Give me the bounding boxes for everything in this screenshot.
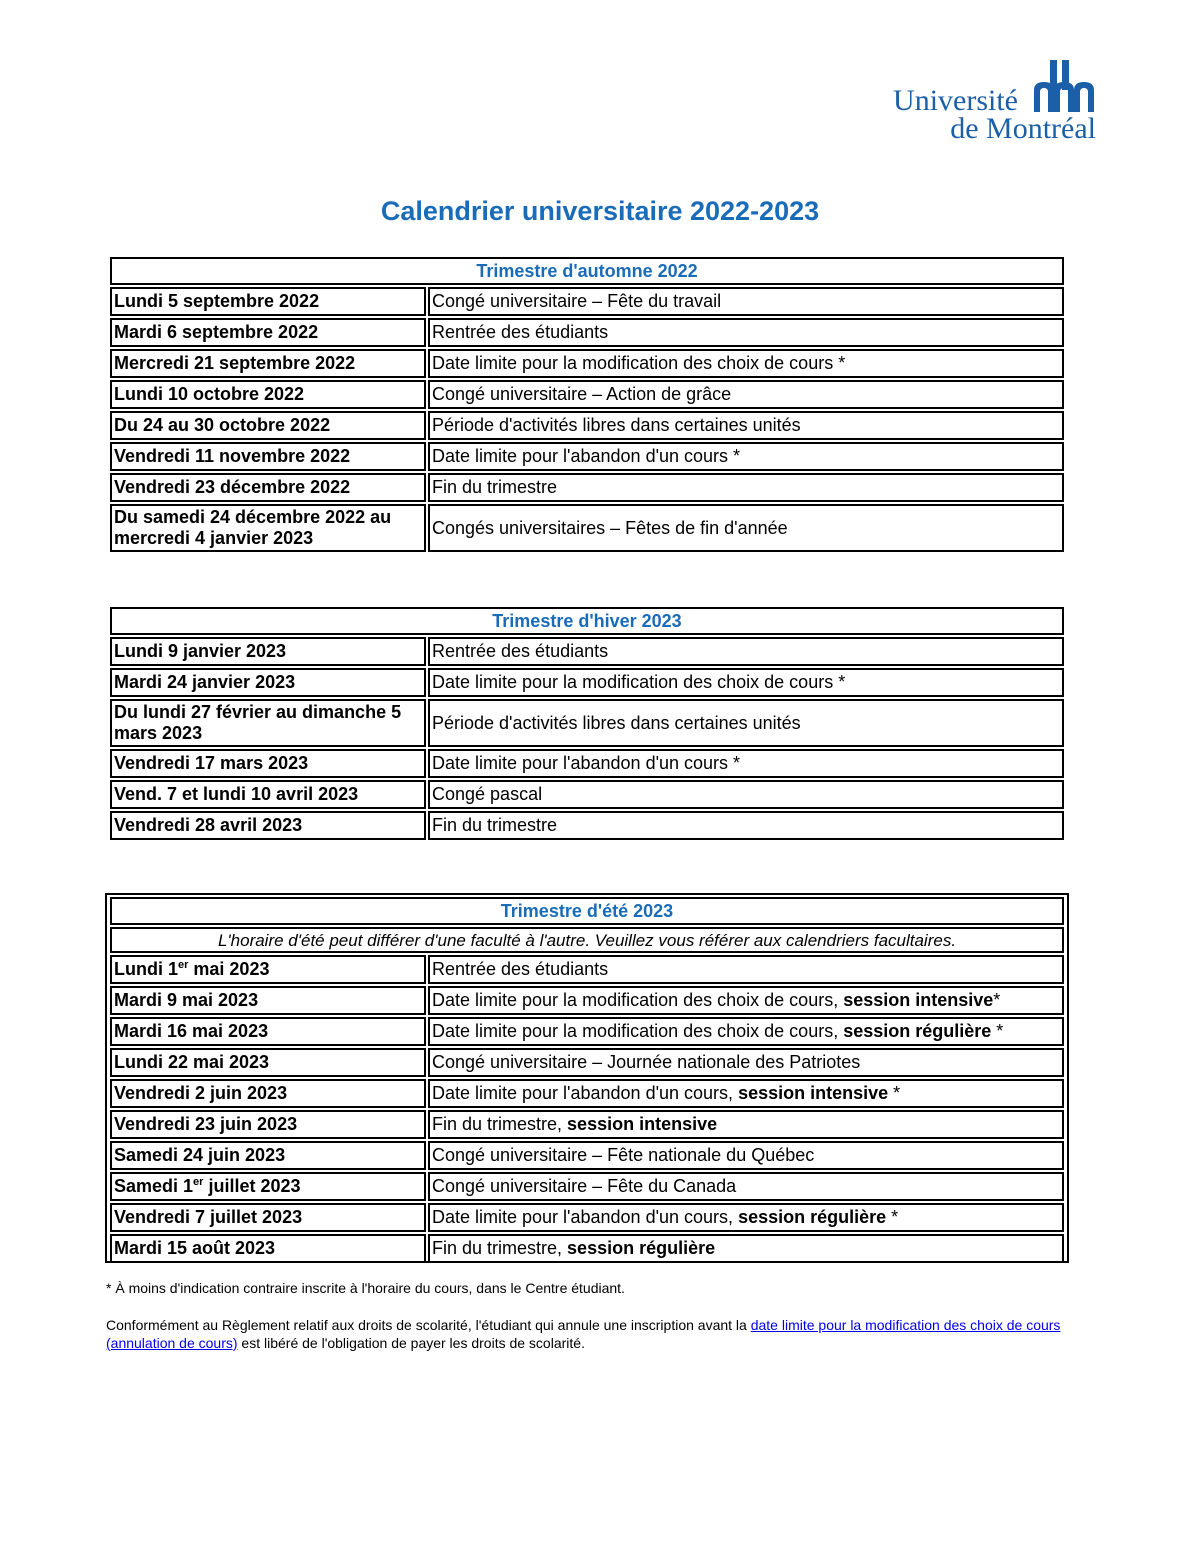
event-cell bbox=[428, 1234, 1064, 1263]
event-cell bbox=[428, 1203, 1064, 1232]
footnote: * À moins d'indication contraire inscrite à l'horaire du cours, dans le Centre étudiant. bbox=[106, 1280, 625, 1296]
date-cell: Lundi 10 octobre 2022 bbox=[110, 380, 426, 409]
date-cell bbox=[110, 1079, 426, 1108]
autumn-header: Trimestre d'automne 2022 bbox=[110, 257, 1064, 285]
table-row bbox=[110, 411, 1064, 440]
table-row bbox=[110, 287, 1064, 316]
date-cell: Vendredi 11 novembre 2022 bbox=[110, 442, 426, 471]
session-label: session intensive bbox=[738, 1083, 889, 1103]
table-row bbox=[110, 1141, 1064, 1170]
event-cell: Congé universitaire – Action de grâce bbox=[428, 380, 1064, 409]
date-text: Mardi 15 août 2023 bbox=[114, 1238, 276, 1258]
date-cell: Du lundi 27 février au dimanche 5 mars 2023 bbox=[110, 699, 426, 747]
event-cell bbox=[428, 1048, 1064, 1077]
date-cell bbox=[110, 1203, 426, 1232]
winter-header: Trimestre d'hiver 2023 bbox=[110, 607, 1064, 635]
table-row bbox=[110, 637, 1064, 666]
date-text: Mardi 16 mai 2023 bbox=[114, 1021, 269, 1041]
event-text: Date limite pour l'abandon d'un cours, bbox=[432, 1207, 739, 1227]
event-cell: Date limite pour la modification des choix de cours * bbox=[428, 349, 1064, 378]
date-cell: Du samedi 24 décembre 2022 au mercredi 4 janvier 2023 bbox=[110, 504, 426, 552]
date-ordinal: er bbox=[193, 1176, 204, 1188]
date-text: Vendredi 7 juillet 2023 bbox=[114, 1207, 303, 1227]
session-label: session régulière bbox=[738, 1207, 887, 1227]
table-row bbox=[110, 749, 1064, 778]
table-row bbox=[110, 504, 1064, 552]
date-text: Lundi 22 mai 2023 bbox=[114, 1052, 270, 1072]
universite-de-montreal-logo bbox=[876, 58, 1096, 145]
summer-table bbox=[108, 895, 1066, 1265]
event-cell bbox=[428, 1079, 1064, 1108]
event-text: Rentrée des étudiants bbox=[432, 959, 609, 979]
date-text: Mardi 9 mai 2023 bbox=[114, 990, 259, 1010]
date-cell: Lundi 9 janvier 2023 bbox=[110, 637, 426, 666]
table-row bbox=[110, 442, 1064, 471]
table-row bbox=[110, 473, 1064, 502]
event-cell: Congé pascal bbox=[428, 780, 1064, 809]
date-text-end: juillet 2023 bbox=[203, 1176, 301, 1196]
page-title: Calendrier universitaire 2022-2023 bbox=[380, 196, 820, 226]
event-cell: Date limite pour l'abandon d'un cours * bbox=[428, 442, 1064, 471]
event-text: Congé universitaire – Journée nationale des Patriotes bbox=[432, 1052, 861, 1072]
date-cell: Vendredi 23 décembre 2022 bbox=[110, 473, 426, 502]
table-row bbox=[110, 1234, 1064, 1263]
date-cell bbox=[110, 955, 426, 984]
event-cell: Congé universitaire – Fête du travail bbox=[428, 287, 1064, 316]
event-cell bbox=[428, 986, 1064, 1015]
table-row bbox=[110, 955, 1064, 984]
date-text: Lundi 1 bbox=[114, 959, 178, 979]
policy-link[interactable]: date limite pour la modification des choix de cours (annulation de cours) bbox=[106, 1317, 1061, 1351]
policy-text-after: est libéré de l'obligation de payer les droits de scolarité. bbox=[237, 1335, 585, 1351]
date-cell: Du 24 au 30 octobre 2022 bbox=[110, 411, 426, 440]
date-cell bbox=[110, 1110, 426, 1139]
event-text: Congé universitaire – Fête du Canada bbox=[432, 1176, 737, 1196]
date-cell bbox=[110, 1141, 426, 1170]
table-row bbox=[110, 318, 1064, 347]
event-text: Date limite pour la modification des choix de cours, bbox=[432, 990, 844, 1010]
event-text: Congé universitaire – Fête nationale du Québec bbox=[432, 1145, 815, 1165]
event-cell: Congés universitaires – Fêtes de fin d'année bbox=[428, 504, 1064, 552]
event-cell: Fin du trimestre bbox=[428, 473, 1064, 502]
date-text: Vendredi 2 juin 2023 bbox=[114, 1083, 288, 1103]
event-cell: Date limite pour la modification des choix de cours * bbox=[428, 668, 1064, 697]
date-cell: Vendredi 28 avril 2023 bbox=[110, 811, 426, 840]
event-asterisk: * bbox=[886, 1207, 899, 1227]
date-ordinal: er bbox=[178, 959, 189, 971]
table-row bbox=[110, 1048, 1064, 1077]
autumn-table bbox=[108, 255, 1066, 554]
table-row bbox=[110, 1203, 1064, 1232]
table-row bbox=[110, 1017, 1064, 1046]
table-row bbox=[110, 349, 1064, 378]
date-cell bbox=[110, 1017, 426, 1046]
event-cell bbox=[428, 1141, 1064, 1170]
event-asterisk: * bbox=[993, 990, 1001, 1010]
date-cell bbox=[110, 1234, 426, 1263]
event-cell bbox=[428, 1172, 1064, 1201]
date-cell: Mercredi 21 septembre 2022 bbox=[110, 349, 426, 378]
table-row bbox=[110, 699, 1064, 747]
date-cell bbox=[110, 986, 426, 1015]
summer-header: Trimestre d'été 2023 bbox=[110, 897, 1064, 925]
policy-paragraph bbox=[106, 1316, 1086, 1352]
event-text: Fin du trimestre, bbox=[432, 1114, 568, 1134]
date-cell: Mardi 6 septembre 2022 bbox=[110, 318, 426, 347]
logo-mark-icon bbox=[1032, 60, 1096, 112]
table-row bbox=[110, 780, 1064, 809]
event-text: Date limite pour l'abandon d'un cours, bbox=[432, 1083, 739, 1103]
logo-line-1: Université bbox=[893, 84, 1018, 117]
event-cell: Date limite pour l'abandon d'un cours * bbox=[428, 749, 1064, 778]
winter-table bbox=[108, 605, 1066, 842]
date-cell bbox=[110, 1172, 426, 1201]
event-cell: Rentrée des étudiants bbox=[428, 637, 1064, 666]
event-cell bbox=[428, 1110, 1064, 1139]
date-text: Samedi 24 juin 2023 bbox=[114, 1145, 286, 1165]
table-row bbox=[110, 1079, 1064, 1108]
event-asterisk: * bbox=[888, 1083, 901, 1103]
event-cell: Rentrée des étudiants bbox=[428, 318, 1064, 347]
event-text: Fin du trimestre, bbox=[432, 1238, 568, 1258]
session-label: session intensive bbox=[843, 990, 994, 1010]
session-label: session régulière bbox=[843, 1021, 992, 1041]
table-row bbox=[110, 1172, 1064, 1201]
session-label: session intensive bbox=[567, 1114, 718, 1134]
table-row bbox=[110, 668, 1064, 697]
event-text: Date limite pour la modification des choix de cours, bbox=[432, 1021, 844, 1041]
date-cell: Lundi 5 septembre 2022 bbox=[110, 287, 426, 316]
logo-line-2: de Montréal bbox=[950, 112, 1096, 145]
date-text-end: mai 2023 bbox=[188, 959, 270, 979]
policy-text-before: Conformément au Règlement relatif aux droits de scolarité, l'étudiant qui annule une inscription avant la bbox=[106, 1317, 751, 1333]
event-cell: Période d'activités libres dans certaines unités bbox=[428, 699, 1064, 747]
date-cell: Vend. 7 et lundi 10 avril 2023 bbox=[110, 780, 426, 809]
table-row bbox=[110, 986, 1064, 1015]
date-text: Samedi 1 bbox=[114, 1176, 194, 1196]
session-label: session régulière bbox=[567, 1238, 716, 1258]
date-cell: Mardi 24 janvier 2023 bbox=[110, 668, 426, 697]
event-cell bbox=[428, 955, 1064, 984]
date-cell bbox=[110, 1048, 426, 1077]
table-row bbox=[110, 380, 1064, 409]
event-cell: Période d'activités libres dans certaines unités bbox=[428, 411, 1064, 440]
date-text: Vendredi 23 juin 2023 bbox=[114, 1114, 298, 1134]
date-cell: Vendredi 17 mars 2023 bbox=[110, 749, 426, 778]
event-asterisk: * bbox=[991, 1021, 1004, 1041]
summer-note: L'horaire d'été peut différer d'une faculté à l'autre. Veuillez vous référer aux calendriers facultaires. bbox=[110, 927, 1064, 953]
event-cell: Fin du trimestre bbox=[428, 811, 1064, 840]
event-cell bbox=[428, 1017, 1064, 1046]
table-row bbox=[110, 811, 1064, 840]
table-row bbox=[110, 1110, 1064, 1139]
